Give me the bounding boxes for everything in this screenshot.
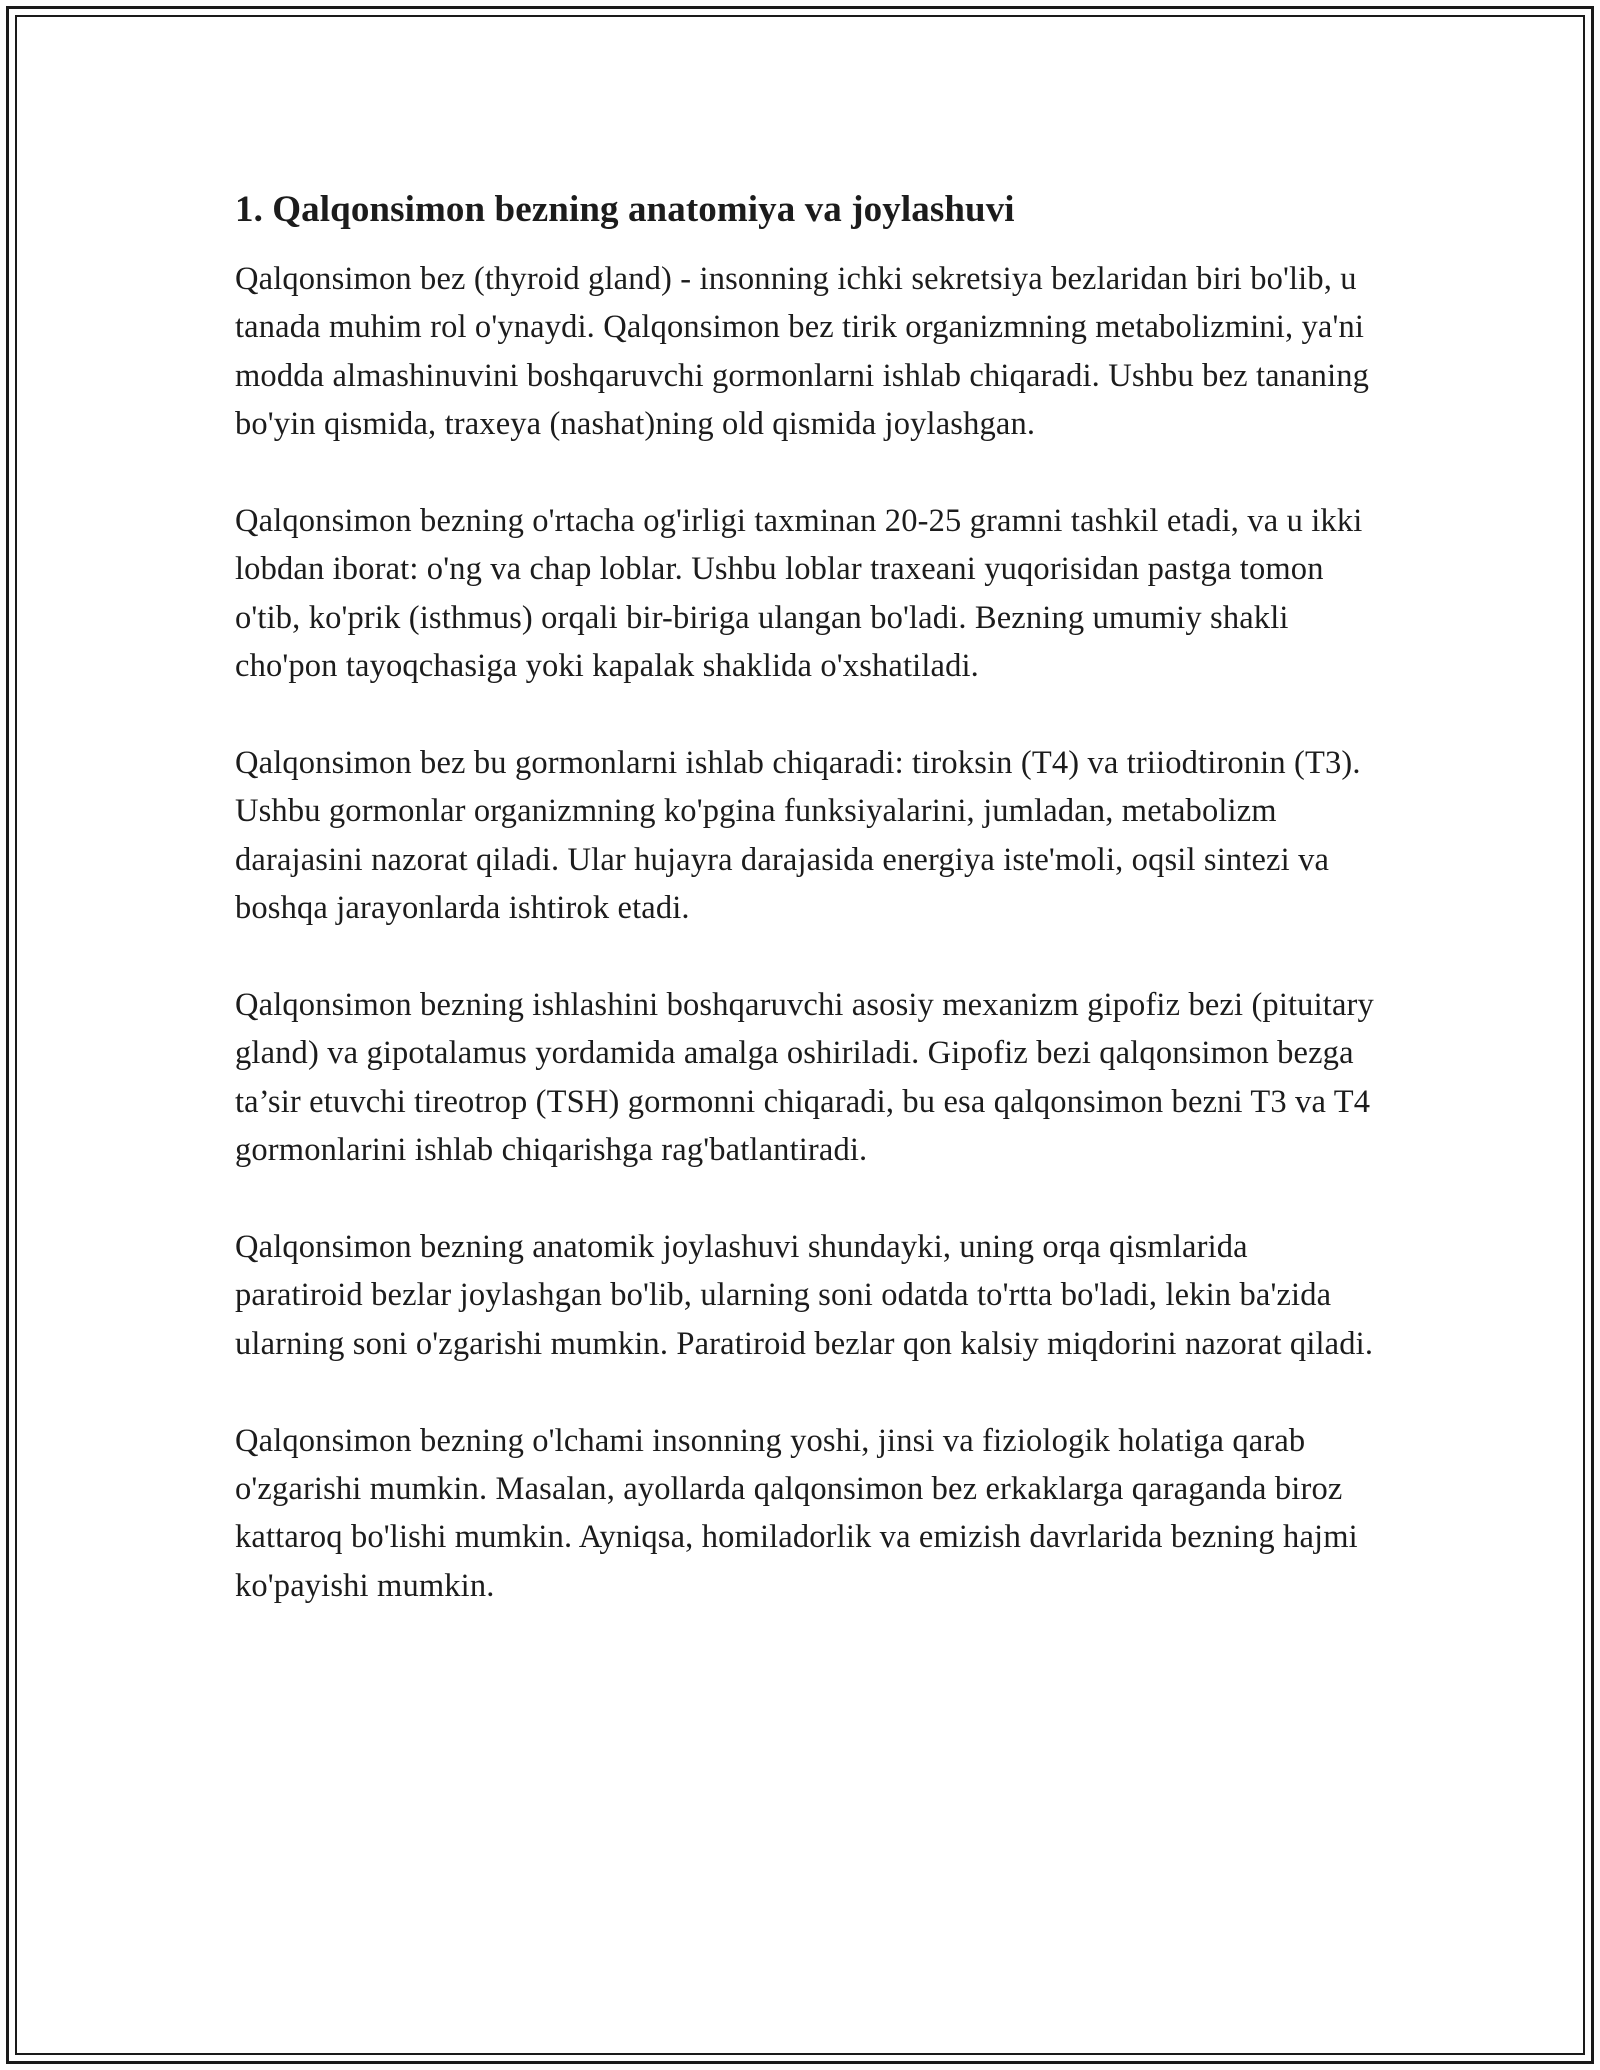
paragraph-1: Qalqonsimon bez (thyroid gland) - insonning ichki sekretsiya bezlaridan biri bo'lib, u tanada muhim rol o'ynaydi. Qalqonsimon bez tirik organizmning metabolizmini, ya'ni modda almashinuvini boshqaruvchi gormonlarni ishlab chiqaradi. Ushbu bez tananing bo'yin qismida, traxeya (nashat)ning old qismida joylashgan. bbox=[235, 261, 1370, 443]
document-body bbox=[235, 186, 1375, 1659]
paragraph-6: Qalqonsimon bezning o'lchami insonning yoshi, jinsi va fiziologik holatiga qarab o'zgarishi mumkin. Masalan, ayollarda qalqonsimon bez erkaklarga qaraganda biroz kattaroq bo'lishi mumkin. Ayniqsa, homiladorlik va emizish davrlarida bezning hajmi ko'payishi mumkin. bbox=[235, 1422, 1358, 1604]
paragraph-5: Qalqonsimon bezning anatomik joylashuvi shundayki, uning orqa qismlarida paratiroid bezlar joylashgan bo'lib, ularning soni odatda to'rtta bo'ladi, lekin ba'zida ularning soni o'zgarishi mumkin. Paratiroid bezlar qon kalsiy miqdorini nazorat qiladi. bbox=[235, 1229, 1374, 1362]
paragraph-2: Qalqonsimon bezning o'rtacha og'irligi taxminan 20-25 gramni tashkil etadi, va u ikki lobdan iborat: o'ng va chap loblar. Ushbu loblar traxeani yuqorisidan pastga tomon o'tib, ko'prik (isthmus) orqali bir-biriga ulangan bo'ladi. Bezning umumiy shakli cho'pon tayoqchasiga yoki kapalak shaklida o'xshatiladi. bbox=[235, 503, 1363, 685]
paragraph-4: Qalqonsimon bezning ishlashini boshqaruvchi asosiy mexanizm gipofiz bezi (pituitary gland) va gipotalamus yordamida amalga oshiriladi. Gipofiz bezi qalqonsimon bezga ta’sir etuvchi tireotrop (TSH) gormonni chiqaradi, bu esa qalqonsimon bezni T3 va T4 gormonlarini ishlab chiqarishga rag'batlantiradi. bbox=[235, 987, 1374, 1169]
section-heading: 1. Qalqonsimon bezning anatomiya va joylashuvi bbox=[235, 189, 1015, 230]
paragraph-3: Qalqonsimon bez bu gormonlarni ishlab chiqaradi: tiroksin (T4) va triiodtironin (T3). Ushbu gormonlar organizmning ko'pgina funksiyalarini, jumladan, metabolizm darajasini nazorat qiladi. Ular hujayra darajasida energiya iste'moli, oqsil sintezi va boshqa jarayonlarda ishtirok etadi. bbox=[235, 745, 1361, 927]
